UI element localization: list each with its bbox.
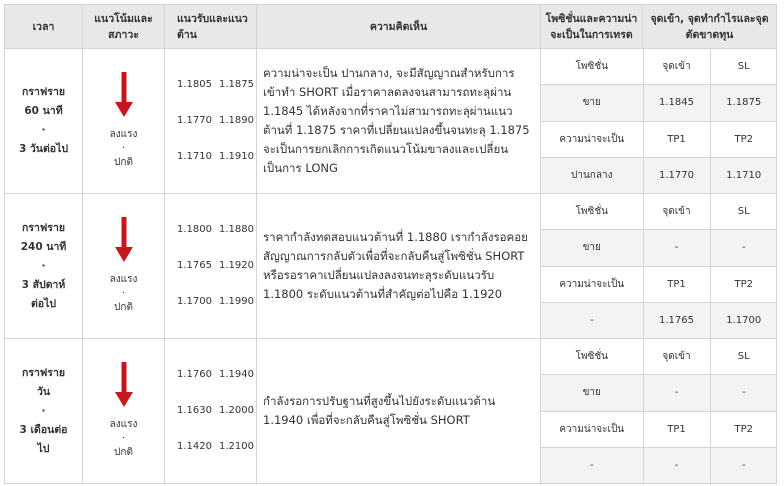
timeframe-line: ต่อไป [30,297,57,310]
timeframe-cell [5,49,83,194]
timeframe-line: กราฟราย [21,366,65,379]
timeframe-line: กราฟราย [21,221,65,234]
down-arrow-icon [114,217,134,263]
position-value: - [643,375,710,411]
level-pair [177,284,256,320]
position-label: - [541,302,643,338]
position-cell [541,194,777,339]
level-pair [177,393,256,429]
position-label: ปานกลาง [541,157,643,193]
support-level: 1.1710 [177,151,212,162]
trend-label: ปกติ [114,302,133,313]
timeframe-cell [5,194,83,339]
resistance-level: 1.1875 [219,79,254,90]
trend-cell [83,194,165,339]
trend-label: ลงแรง [109,419,138,430]
position-value: TP2 [710,411,777,447]
support-level: 1.1700 [177,296,212,307]
position-value: จุดเข้า [643,49,710,85]
position-row [541,121,777,157]
level-pair [177,139,256,175]
timeframe-line: 3 เดือนต่อ [19,423,68,436]
position-value: - [710,375,777,411]
position-label: ขาย [541,85,643,121]
position-value: - [643,230,710,266]
position-label: ความน่าจะเป็น [541,266,643,302]
timeframe-line: 3 วันต่อไป [18,143,69,155]
position-label: ความน่าจะเป็น [541,411,643,447]
position-value: จุดเข้า [643,194,710,230]
timeframe-line: กราฟราย [21,86,65,98]
position-grid [541,339,777,483]
table-row [5,194,777,339]
trend-cell [83,339,165,484]
level-pair [177,429,256,465]
support-level: 1.1760 [177,369,212,380]
support-resistance-cell [165,49,257,194]
trend-label: ปกติ [114,157,133,168]
position-row [541,230,777,266]
trend-separator: · [121,433,126,444]
resistance-level: 1.1920 [219,260,254,271]
header-support-resistance: แนวรับและแนวต้าน [165,5,257,49]
position-label: โพซิชั่น [541,194,643,230]
position-value: TP2 [710,121,777,157]
resistance-level: 1.1990 [219,296,254,307]
header-time: เวลา [5,5,83,49]
header-comment: ความคิดเห็น [257,5,541,49]
position-row [541,339,777,375]
position-value: 1.1765 [643,302,710,338]
position-value: TP1 [643,121,710,157]
position-value: SL [710,194,777,230]
position-row [541,194,777,230]
header-trend: แนวโน้มและสภาวะ [83,5,165,49]
support-resistance-cell [165,194,257,339]
position-value: - [643,447,710,483]
down-arrow-icon [114,72,134,118]
comment-cell: ราคากำลังทดสอบแนวต้านที่ 1.1880 เรากำลังรอคอยสัญญาณการกลับตัวเพื่อที่จะกลับคืนสู่โพซิชั่น SHORT หรือรอราคาเปลี่ยนแปลงลงจนทะลุระดับแนวรับ 1.1800 ระดับแนวต้านที่สำคัญต่อไปคือ 1.1920 [257,194,541,339]
position-row [541,266,777,302]
position-value: 1.1710 [710,157,777,193]
position-value: TP1 [643,266,710,302]
table-row [5,49,777,194]
trend-label: ลงแรง [109,129,138,140]
timeframe-line: วัน [36,385,51,398]
position-grid [541,49,777,193]
resistance-level: 1.1940 [219,369,254,380]
trend-separator: · [121,288,126,299]
position-value: 1.1845 [643,85,710,121]
timeframe-line: 3 สัปดาห์ [21,278,66,291]
resistance-level: 1.1880 [219,224,254,235]
level-pair [177,67,256,103]
support-level: 1.1805 [177,79,212,90]
position-label: โพซิชั่น [541,49,643,85]
resistance-level: 1.2100 [219,441,254,452]
position-label: ความน่าจะเป็น [541,121,643,157]
timeframe-cell [5,339,83,484]
timeframe-line: · [41,124,46,136]
resistance-level: 1.1890 [219,115,254,126]
position-cell [541,339,777,484]
position-value: 1.1770 [643,157,710,193]
support-level: 1.1630 [177,405,212,416]
table-row [5,339,777,484]
timeframe-line: 60 นาที [24,105,63,117]
support-level: 1.1420 [177,441,212,452]
forecast-table [4,4,777,484]
timeframe-line: · [41,259,46,272]
position-value: จุดเข้า [643,339,710,375]
timeframe-line: · [41,404,46,417]
position-value: SL [710,339,777,375]
position-value: - [710,447,777,483]
level-pair [177,103,256,139]
position-row [541,411,777,447]
trend-separator: · [121,143,126,154]
level-pair [177,248,256,284]
position-row [541,49,777,85]
timeframe-line: ไป [37,442,50,455]
level-pair [177,212,256,248]
support-resistance-cell [165,339,257,484]
position-value: TP1 [643,411,710,447]
position-value: - [710,230,777,266]
timeframe-line: 240 นาที [20,240,67,253]
support-level: 1.1800 [177,224,212,235]
position-grid [541,194,777,338]
position-value: 1.1700 [710,302,777,338]
position-row [541,375,777,411]
position-row [541,447,777,483]
position-value: TP2 [710,266,777,302]
position-row [541,157,777,193]
position-label: โพซิชั่น [541,339,643,375]
position-label: - [541,447,643,483]
position-cell [541,49,777,194]
comment-cell: กำลังรอการปรับฐานที่สูงขึ้นไปยังระดับแนวต้าน 1.1940 เพื่อที่จะกลับคืนสู่โพซิชั่น SHORT [257,339,541,484]
trend-cell [83,49,165,194]
support-level: 1.1765 [177,260,212,271]
resistance-level: 1.1910 [219,151,254,162]
comment-cell: ความน่าจะเป็น ปานกลาง, จะมีสัญญาณสำหรับการเข้าทำ SHORT เมื่อราคาลดลงจนสามารถทะลุผ่าน 1.1845 ได้หลังจากที่ราคาไม่สามารถทะลุผ่านแนวต้านที่ 1.1875 ราคาที่เปลี่ยนแปลงขึ้นจนทะลุ 1.1875 จะเป็นการยกเลิกการเกิดแนวโน้มขาลงและเปลี่ยนเป็นการ LONG [257,49,541,194]
level-pair [177,357,256,393]
position-value: SL [710,49,777,85]
trend-label: ปกติ [114,447,133,458]
position-label: ขาย [541,230,643,266]
position-value: 1.1875 [710,85,777,121]
position-row [541,302,777,338]
trend-label: ลงแรง [109,274,138,285]
header-entry-tp-sl: จุดเข้า, จุดทำกำไรและจุดตัดขาดทุน [643,5,777,49]
position-row [541,85,777,121]
down-arrow-icon [114,362,134,408]
resistance-level: 1.2000 [219,405,254,416]
table-header-row [5,5,777,49]
header-position: โพซิชั่นและความน่าจะเป็นในการเทรด [541,5,643,49]
support-level: 1.1770 [177,115,212,126]
position-label: ขาย [541,375,643,411]
